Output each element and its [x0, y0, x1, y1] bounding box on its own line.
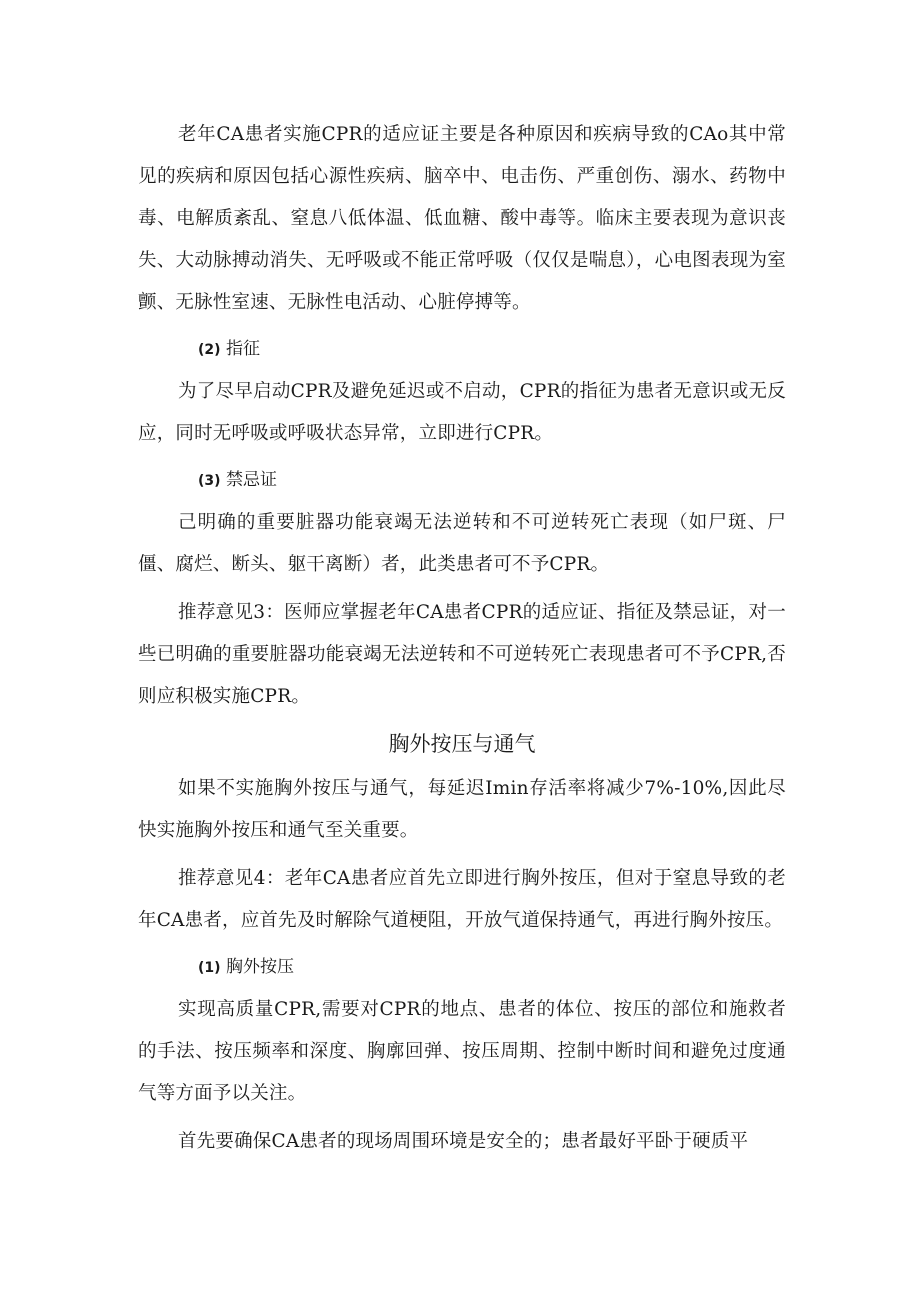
paragraph-signs: 为了尽早启动CPR及避免延迟或不启动，CPR的指征为患者无意识或无反应，同时无呼吸或呼吸状态异常，立即进行CPR。 — [138, 381, 786, 444]
paragraph-environment: 首先要确保CA患者的现场周围环境是安全的；患者最好平卧于硬质平 — [178, 1131, 749, 1152]
paragraph-contraindications: 己明确的重要脏器功能衰竭无法逆转和不可逆转死亡表现（如尸斑、尸僵、腐烂、断头、躯干离断）者，此类患者可不予CPR。 — [138, 512, 786, 575]
subheading-number: (3) — [198, 473, 221, 489]
subheading-text: 禁忌证 — [225, 470, 277, 490]
document-body — [138, 114, 786, 1163]
subheading-text: 胸外按压 — [225, 957, 294, 977]
paragraph-delay: 如果不实施胸外按压与通气，每延迟Imin存活率将减少7%-10%,因此尽快实施胸外按压和通气至关重要。 — [138, 778, 786, 841]
subheading-contraindications — [138, 459, 786, 502]
paragraph-indications: 老年CA患者实施CPR的适应证主要是各种原因和疾病导致的CAo其中常见的疾病和原因包括心源性疾病、脑卒中、电击伤、严重创伤、溺水、药物中毒、电解质紊乱、窒息八低体温、低血糖、酸中毒等。临床主要表现为意识丧失、大动脉搏动消失、无呼吸或不能正常呼吸（仅仅是喘息），心电图表现为室颤、无脉性室速、无脉性电活动、心脏停搏等。 — [138, 124, 786, 313]
paragraph-quality-cpr: 实现高质量CPR,需要对CPR的地点、患者的体位、按压的部位和施救者的手法、按压频率和深度、胸廓回弹、按压周期、控制中断时间和避免过度通气等方面予以关注。 — [138, 999, 786, 1104]
subheading-chest-compression — [138, 946, 786, 989]
paragraph-recommendation-3: 推荐意见3：医师应掌握老年CA患者CPR的适应证、指征及禁忌证，对一些已明确的重要脏器功能衰竭无法逆转和不可逆转死亡表现患者可不予CPR,否则应积极实施CPR。 — [138, 602, 786, 707]
subheading-number: (2) — [198, 342, 221, 358]
section-title: 胸外按压与通气 — [388, 732, 536, 756]
subheading-number: (1) — [198, 960, 221, 976]
paragraph-recommendation-4: 推荐意见4：老年CA患者应首先立即进行胸外按压，但对于窒息导致的老年CA患者，应首先及时解除气道梗阻，开放气道保持通气，再进行胸外按压。 — [138, 868, 786, 931]
subheading-zhizheng — [138, 328, 786, 371]
subheading-text: 指征 — [225, 339, 260, 359]
